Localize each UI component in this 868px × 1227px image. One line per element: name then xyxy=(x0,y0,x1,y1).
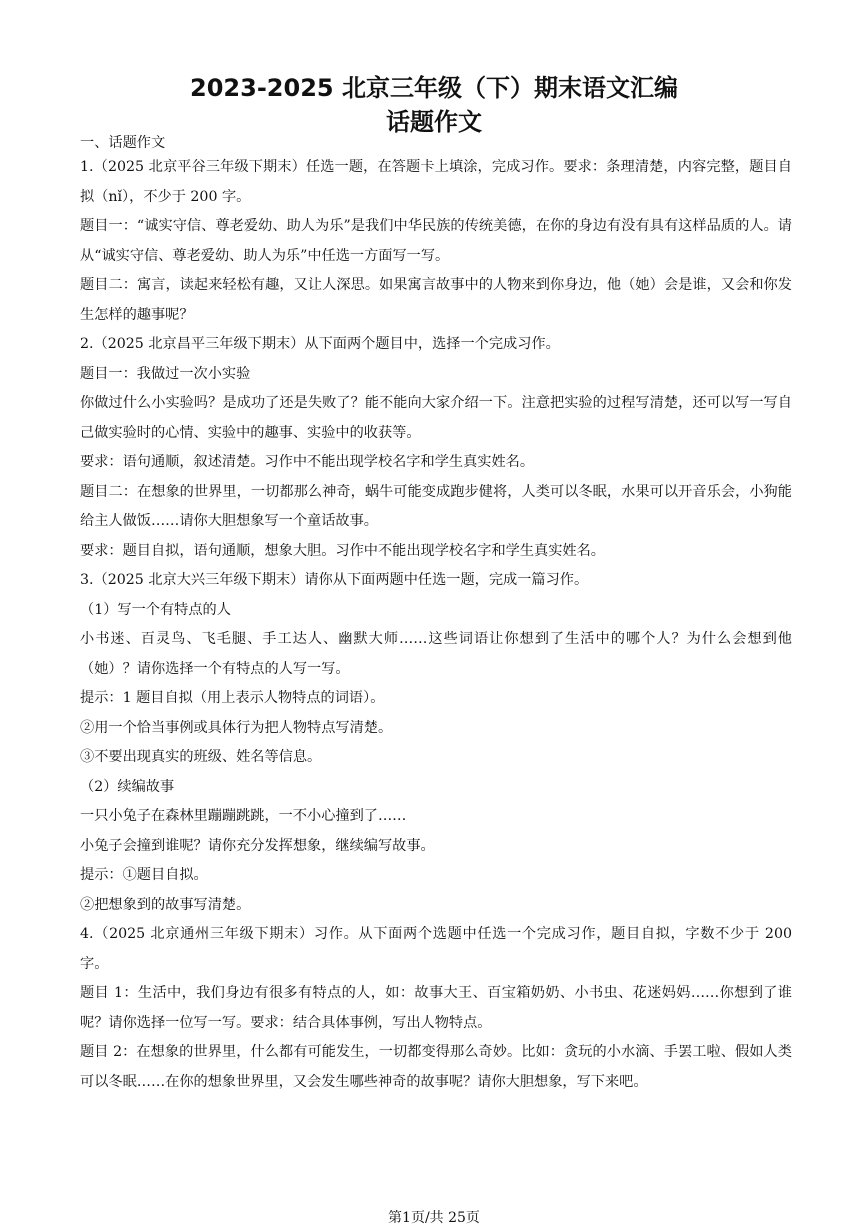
paragraph: ③不要出现真实的班级、姓名等信息。 xyxy=(80,749,322,765)
paragraph: 题目一：“诚实守信、尊老爱幼、助人为乐”是我们中华民族的传统美德，在你的身边有没有具有这样品质的人。请从“诚实守信、尊老爱幼、助人为乐”中任选一方面写一写。 xyxy=(80,218,792,264)
paragraph: 1.（2025 北京平谷三年级下期末）任选一题，在答题卡上填涂，完成习作。要求：条理清楚，内容完整，题目自拟（nǐ），不少于 200 字。 xyxy=(80,159,792,205)
paragraph: ②把想象到的故事写清楚。 xyxy=(80,896,251,913)
paragraph: 提示：①题目自拟。 xyxy=(80,867,208,883)
paragraph: （1）写一个有特点的人 xyxy=(80,601,231,618)
paragraph: 要求：题目自拟，语句通顺，想象大胆。习作中不能出现学校名字和学生真实姓名。 xyxy=(80,542,605,559)
paragraph: 要求：语句通顺，叙述清楚。习作中不能出现学校名字和学生真实姓名。 xyxy=(80,454,535,470)
paragraph: 3.（2025 北京大兴三年级下期末）请你从下面两题中任选一题，完成一篇习作。 xyxy=(80,572,589,588)
paragraph: 题目 1：生活中，我们身边有很多有特点的人，如：故事大王、百宝箱奶奶、小书虫、花迷妈妈……你想到了谁呢？请你选择一位写一写。要求：结合具体事例，写出人物特点。 xyxy=(80,985,792,1031)
paragraph: 提示：1 题目自拟（用上表示人物特点的词语）。 xyxy=(80,690,385,706)
paragraph: 小书迷、百灵鸟、飞毛腿、手工达人、幽默大师……这些词语让你想到了生活中的哪个人？为什么会想到他（她）？请你选择一个有特点的人写一写。 xyxy=(80,631,792,677)
paragraph: ②用一个恰当事例或具体行为把人物特点写清楚。 xyxy=(80,719,393,736)
paragraph: （2）续编故事 xyxy=(80,778,175,795)
section-heading: 一、话题作文 xyxy=(80,135,166,151)
paragraph: 小兔子会撞到谁呢？请你充分发挥想象，继续编写故事。 xyxy=(80,837,435,854)
paragraph: 题目二：寓言，读起来轻松有趣，又让人深思。如果寓言故事中的人物来到你身边，他（她）会是谁，又会和你发生怎样的趣事呢？ xyxy=(80,277,792,323)
paragraph: 4.（2025 北京通州三年级下期末）习作。从下面两个选题中任选一个完成习作，题目自拟，字数不少于 200 字。 xyxy=(80,926,792,972)
document-subtitle: 话题作文 xyxy=(386,108,482,136)
paragraph: 2.（2025 北京昌平三年级下期末）从下面两个题目中，选择一个完成习作。 xyxy=(80,336,560,352)
paragraph: 题目二：在想象的世界里，一切都那么神奇，蜗牛可能变成跑步健将，人类可以冬眠，水果可以开音乐会，小狗能给主人做饭……请你大胆想象写一个童话故事。 xyxy=(80,483,792,529)
paragraph: 题目一：我做过一次小实验 xyxy=(80,365,251,382)
paragraph: 题目 2：在想象的世界里，什么都有可能发生，一切都变得那么奇妙。比如：贪玩的小水滴、手罢工啦、假如人类可以冬眠……在你的想象世界里，又会发生哪些神奇的故事呢？请你大胆想象，写下来吧。 xyxy=(80,1044,792,1090)
paragraph: 你做过什么小实验吗？是成功了还是失败了？能不能向大家介绍一下。注意把实验的过程写清楚，还可以写一写自己做实验时的心情、实验中的趣事、实验中的收获等。 xyxy=(80,395,792,441)
page-number: 第1页/共 25页 xyxy=(388,1210,480,1226)
document-title: 2023-2025 北京三年级（下）期末语文汇编 xyxy=(190,74,678,102)
paragraph: 一只小兔子在森林里蹦蹦跳跳，一不小心撞到了…… xyxy=(80,808,407,824)
document-body xyxy=(80,134,792,1097)
